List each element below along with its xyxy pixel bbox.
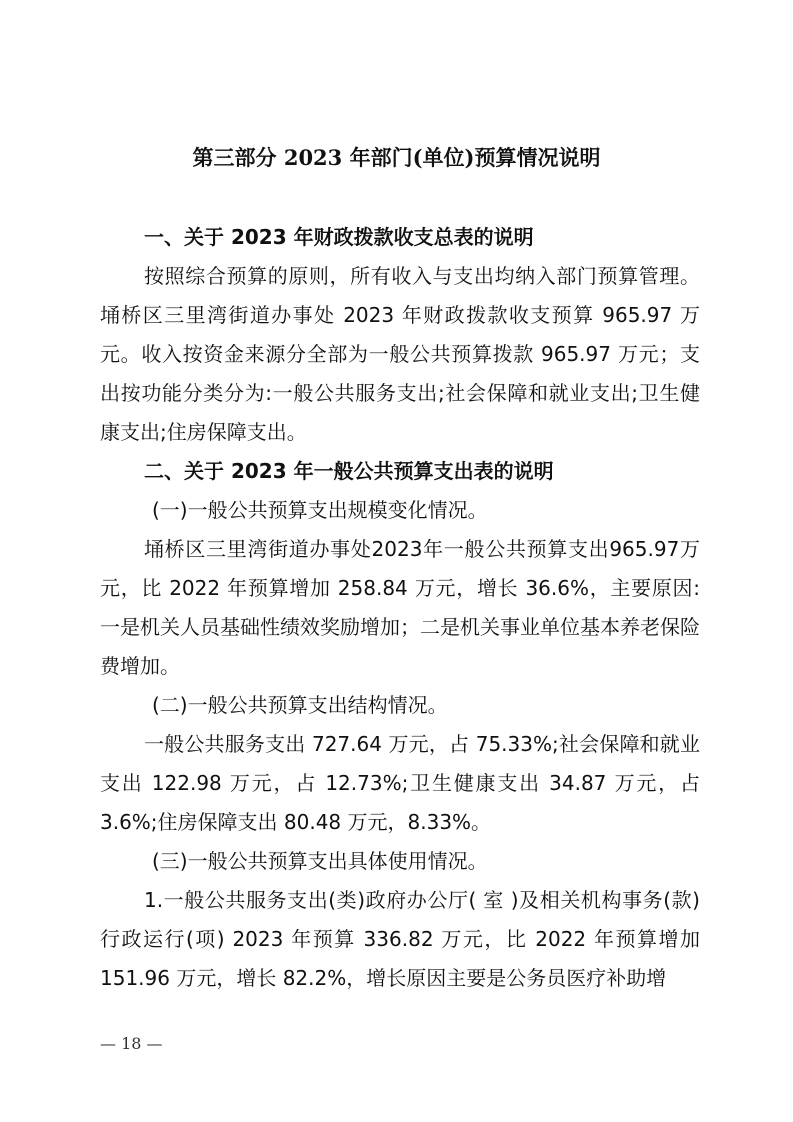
- page-number: — 18 —: [100, 1034, 163, 1053]
- section-2-heading: 二、关于 2023 年一般公共预算支出表的说明: [144, 459, 554, 483]
- subsection-2-heading: (二)一般公共预算支出结构情况。: [152, 693, 448, 717]
- subsection-3-paragraph: 1.一般公共服务支出(类)政府办公厅( 室 )及相关机构事务(款)行政运行(项) 2023 年预算 336.82 万元，比 2022 年预算增加 151.96 万元，增长 82.2%，增长原因主要是公务员医疗补助增: [100, 888, 700, 990]
- subsection-1-paragraph: 埇桥区三里湾街道办事处2023年一般公共预算支出965.97万元，比 2022 年预算增加 258.84 万元，增长 36.6%，主要原因:一是机关人员基础性绩效奖励增加；二是机关事业单位基本养老保险费增加。: [100, 537, 700, 678]
- page-title: 第三部分 2023 年部门(单位)预算情况说明: [192, 145, 601, 170]
- subsection-3-heading: (三)一般公共预算支出具体使用情况。: [152, 849, 488, 873]
- subsection-2-paragraph: 一般公共服务支出 727.64 万元，占 75.33%;社会保障和就业支出 122.98 万元，占 12.73%;卫生健康支出 34.87 万元，占 3.6%;住房保障支出 80.48 万元，8.33%。: [100, 732, 700, 834]
- document-body: [100, 218, 700, 998]
- section-1-heading: 一、关于 2023 年财政拨款收支总表的说明: [144, 225, 534, 249]
- subsection-1-heading: (一)一般公共预算支出规模变化情况。: [152, 498, 488, 522]
- section-1-paragraph: 按照综合预算的原则，所有收入与支出均纳入部门预算管理。埇桥区三里湾街道办事处 2023 年财政拨款收支预算 965.97 万元。收入按资金来源分全部为一般公共预算拨款 965.97 万元；支出按功能分类分为:一般公共服务支出;社会保障和就业支出;卫生健康支出;住房保障支出。: [100, 264, 700, 444]
